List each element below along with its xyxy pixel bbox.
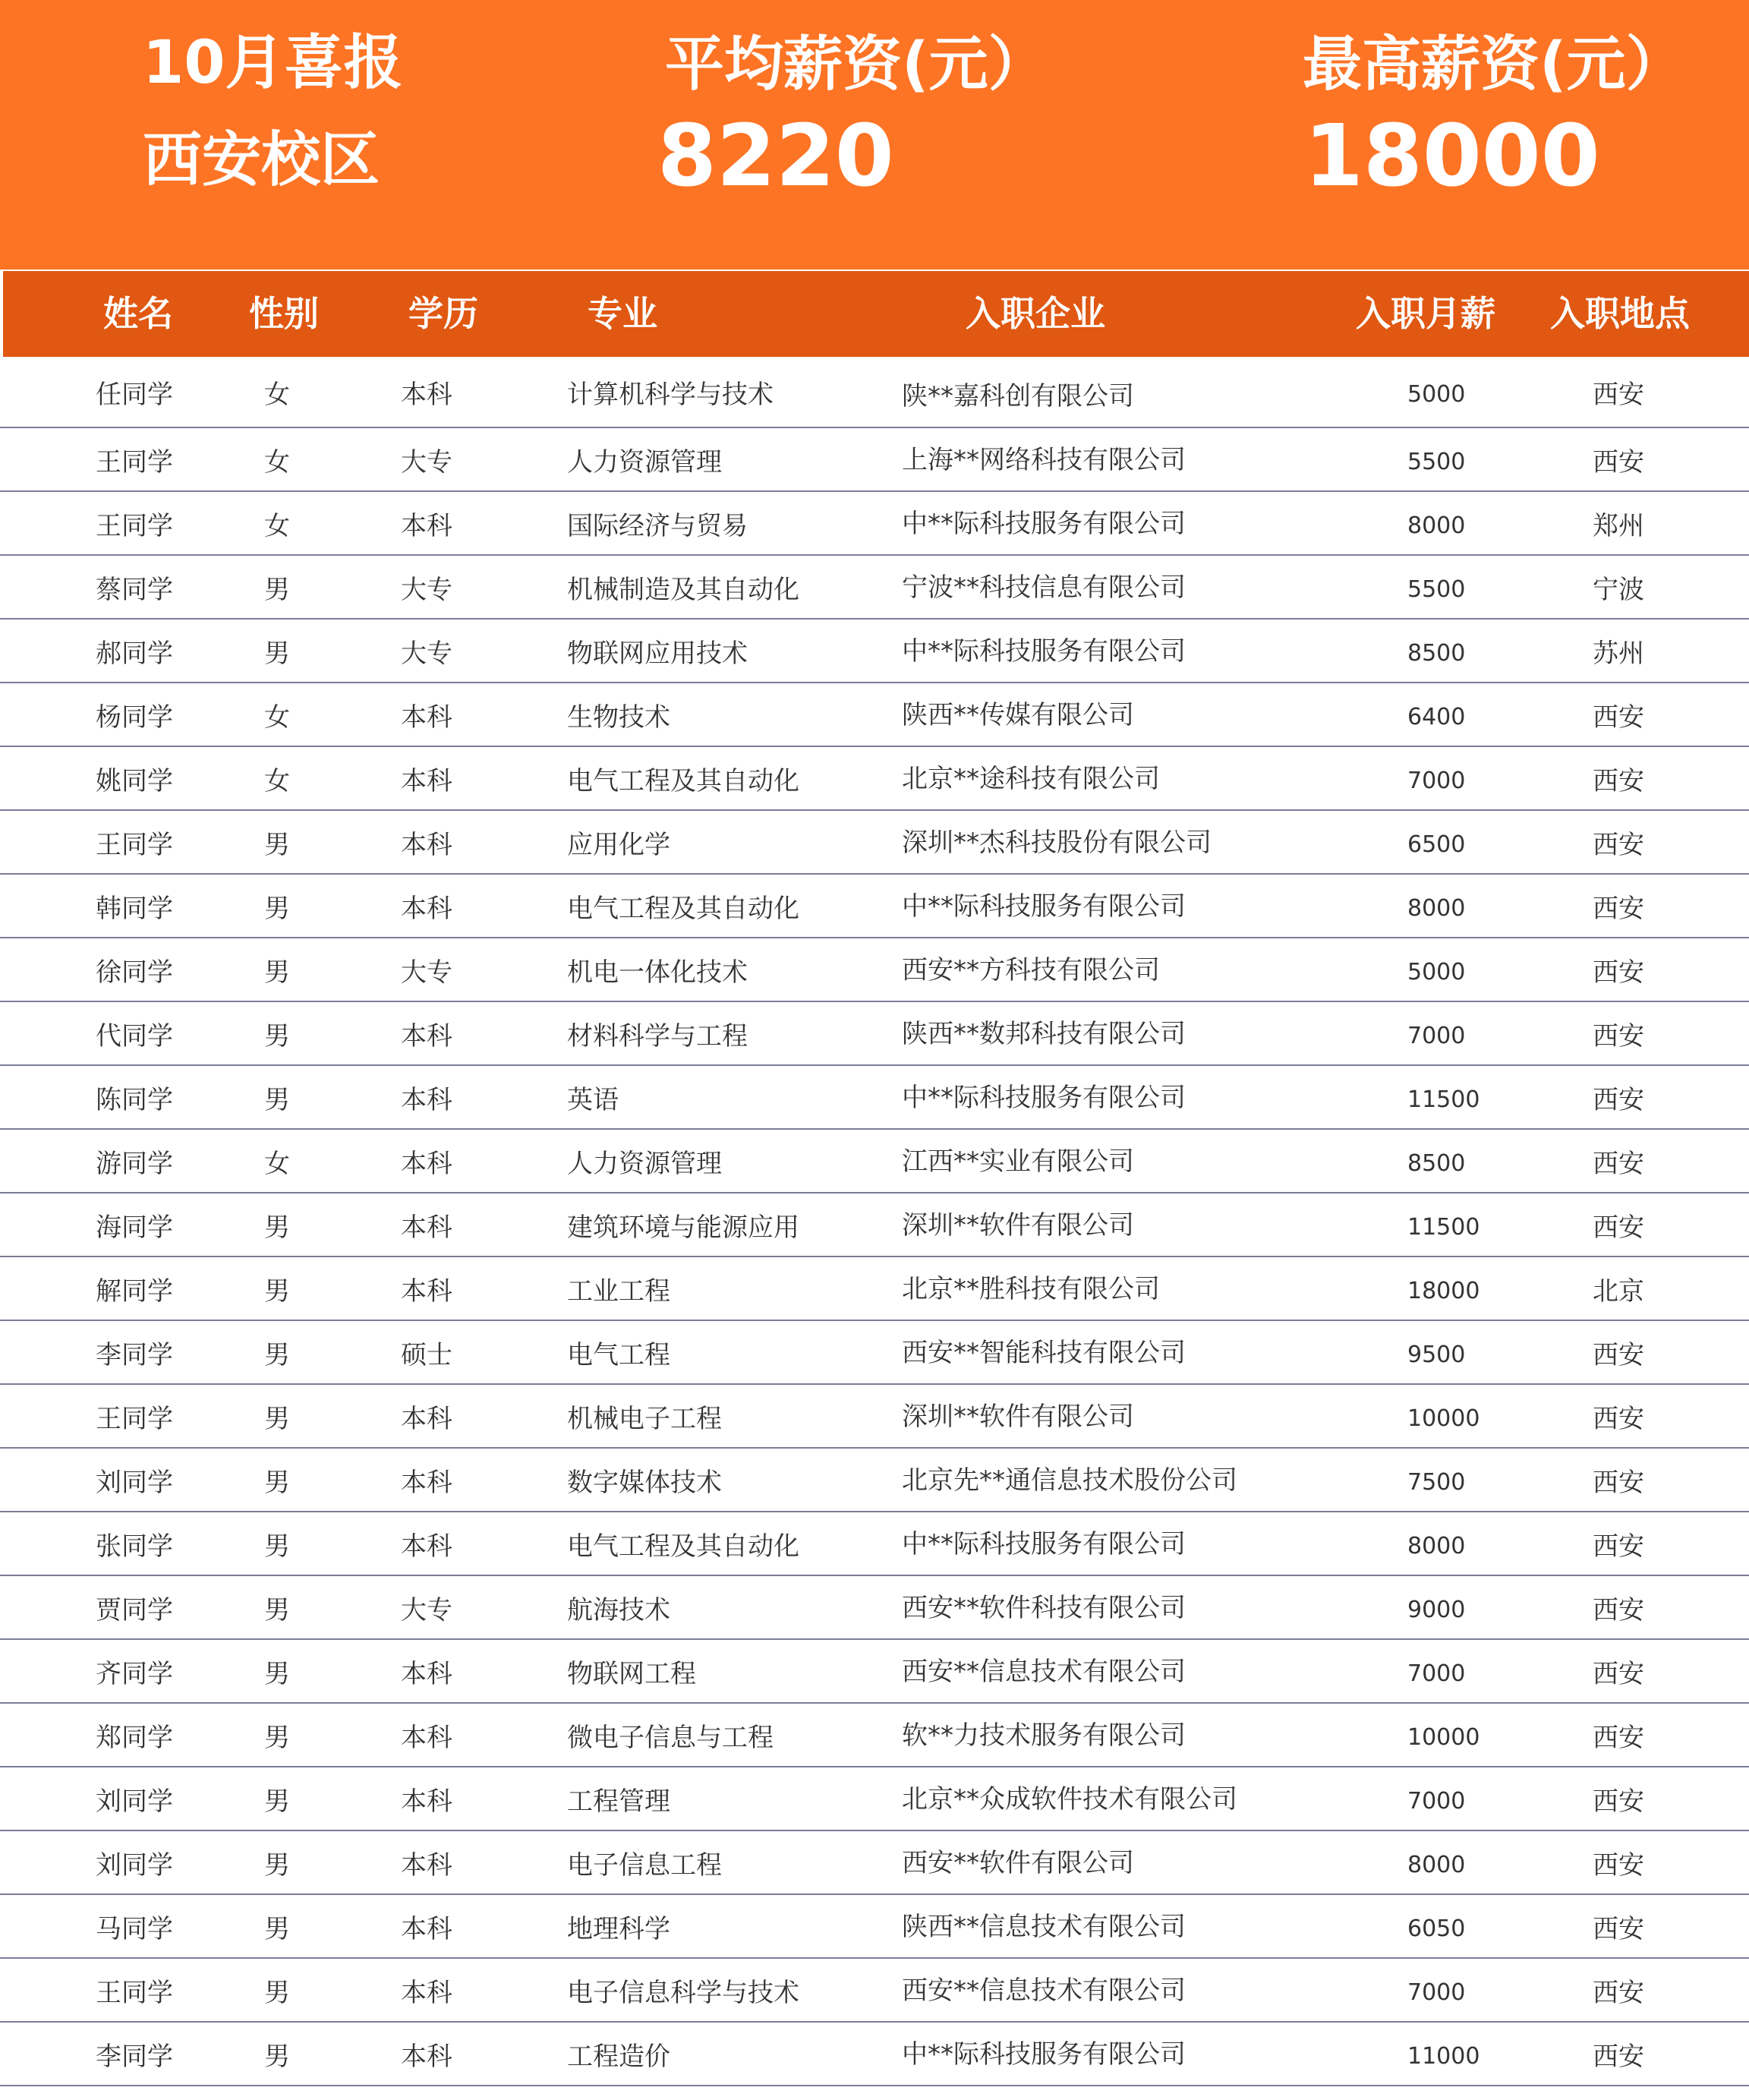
student-major: 物联网应用技术 — [567, 638, 748, 669]
student-name: 张同学 — [96, 1531, 173, 1562]
student-education: 本科 — [401, 2041, 452, 2072]
student-education: 本科 — [401, 702, 452, 733]
student-major: 电气工程及其自动化 — [567, 893, 799, 924]
student-major: 应用化学 — [567, 829, 670, 860]
student-major: 人力资源管理 — [567, 1148, 722, 1179]
student-education: 本科 — [401, 1977, 452, 2008]
work-city: 西安 — [1593, 829, 1644, 860]
student-gender: 男 — [264, 2041, 290, 2072]
student-name: 海同学 — [96, 1212, 173, 1243]
table-row — [0, 747, 1749, 811]
student-gender: 男 — [264, 1467, 290, 1498]
student-gender: 女 — [264, 379, 290, 410]
table-row — [0, 620, 1749, 683]
student-education: 本科 — [401, 1148, 452, 1179]
monthly-salary: 8500 — [1407, 1149, 1466, 1177]
table-row — [0, 1321, 1749, 1385]
student-major: 电气工程 — [567, 1339, 670, 1370]
work-city: 西安 — [1593, 1148, 1644, 1179]
monthly-salary: 11500 — [1407, 1213, 1480, 1241]
student-gender: 男 — [264, 1531, 290, 1562]
student-major: 工程管理 — [567, 1786, 670, 1817]
student-major: 机械电子工程 — [567, 1403, 722, 1434]
student-gender: 男 — [264, 1339, 290, 1370]
work-city: 西安 — [1593, 1531, 1644, 1562]
monthly-salary: 8000 — [1407, 512, 1466, 539]
monthly-salary: 9500 — [1407, 1341, 1466, 1368]
avg-salary-value: 8220 — [657, 107, 894, 206]
table-row — [0, 1066, 1749, 1130]
column-header-education: 学历 — [408, 293, 478, 334]
student-education: 本科 — [401, 1786, 452, 1817]
table-row — [0, 1512, 1749, 1576]
work-city: 西安 — [1593, 379, 1644, 410]
table-row — [0, 1640, 1749, 1704]
student-gender: 男 — [264, 1658, 290, 1689]
table-row — [0, 1895, 1749, 1959]
student-education: 本科 — [401, 1849, 452, 1881]
student-education: 硕士 — [401, 1339, 452, 1370]
employer-company: 中**际科技服务有限公司 — [902, 1529, 1186, 1559]
employer-company: 西安**软件科技有限公司 — [902, 1593, 1186, 1623]
table-row — [0, 1831, 1749, 1895]
student-major: 人力资源管理 — [567, 446, 722, 478]
title-month: 10月喜报 — [143, 29, 403, 97]
student-major: 航海技术 — [567, 1594, 670, 1625]
work-city: 西安 — [1593, 765, 1644, 796]
student-name: 王同学 — [96, 1977, 173, 2008]
employer-company: 软**力技术服务有限公司 — [902, 1720, 1186, 1751]
table-row — [0, 938, 1749, 1002]
student-education: 大专 — [401, 446, 452, 478]
work-city: 西安 — [1593, 1977, 1644, 2008]
monthly-salary: 5000 — [1407, 958, 1466, 985]
student-name: 韩同学 — [96, 893, 173, 924]
employer-company: 宁波**科技信息有限公司 — [902, 572, 1186, 603]
student-gender: 女 — [264, 446, 290, 478]
table-row — [0, 492, 1749, 556]
table-row — [0, 1130, 1749, 1193]
work-city: 西安 — [1593, 1658, 1644, 1689]
monthly-salary: 6050 — [1407, 1915, 1466, 1942]
table-header — [3, 271, 1749, 357]
student-name: 郑同学 — [96, 1722, 173, 1753]
avg-salary-label: 平均薪资(元） — [665, 30, 1048, 99]
student-gender: 男 — [264, 1084, 290, 1115]
work-city: 西安 — [1593, 1786, 1644, 1817]
student-gender: 男 — [264, 893, 290, 924]
student-name: 陈同学 — [96, 1084, 173, 1115]
max-salary-value: 18000 — [1304, 107, 1600, 206]
employer-company: 深圳**软件有限公司 — [902, 1402, 1134, 1432]
table-row — [0, 1002, 1749, 1066]
student-major: 计算机科学与技术 — [567, 379, 774, 410]
student-education: 本科 — [401, 1531, 452, 1562]
monthly-salary: 10000 — [1407, 1723, 1480, 1751]
student-education: 大专 — [401, 1594, 452, 1625]
student-education: 大专 — [401, 957, 452, 988]
monthly-salary: 7000 — [1407, 1979, 1466, 2006]
monthly-salary: 8000 — [1407, 894, 1466, 922]
work-city: 西安 — [1593, 957, 1644, 988]
student-name: 王同学 — [96, 829, 173, 860]
work-city: 西安 — [1593, 1849, 1644, 1881]
work-city: 西安 — [1593, 893, 1644, 924]
student-gender: 男 — [264, 1913, 290, 1944]
employer-company: 陕西**信息技术有限公司 — [902, 1912, 1186, 1942]
student-name: 齐同学 — [96, 1658, 173, 1689]
table-row — [0, 1959, 1749, 2023]
work-city: 西安 — [1593, 1722, 1644, 1753]
student-gender: 男 — [264, 829, 290, 860]
column-header-name: 姓名 — [103, 293, 173, 334]
student-education: 本科 — [401, 1403, 452, 1434]
student-gender: 男 — [264, 1403, 290, 1434]
student-major: 工程造价 — [567, 2041, 670, 2072]
employer-company: 中**际科技服务有限公司 — [902, 636, 1186, 667]
employer-company: 陕**嘉科创有限公司 — [902, 381, 1134, 411]
student-gender: 男 — [264, 1786, 290, 1817]
student-major: 物联网工程 — [567, 1658, 696, 1689]
student-name: 代同学 — [96, 1020, 173, 1052]
student-education: 大专 — [401, 574, 452, 605]
employer-company: 江西**实业有限公司 — [902, 1146, 1134, 1177]
work-city: 西安 — [1593, 1594, 1644, 1625]
student-major: 国际经济与贸易 — [567, 510, 748, 541]
student-name: 王同学 — [96, 1403, 173, 1434]
student-name: 姚同学 — [96, 765, 173, 796]
employer-company: 西安**智能科技有限公司 — [902, 1338, 1186, 1368]
employer-company: 北京先**通信息技术股份公司 — [902, 1465, 1237, 1496]
student-name: 刘同学 — [96, 1786, 173, 1817]
table-row — [0, 428, 1749, 492]
table-row — [0, 1767, 1749, 1831]
table-row — [0, 1385, 1749, 1449]
employer-company: 中**际科技服务有限公司 — [902, 2039, 1186, 2070]
work-city: 西安 — [1593, 1403, 1644, 1434]
monthly-salary: 5000 — [1407, 380, 1466, 408]
student-name: 任同学 — [96, 379, 173, 410]
student-major: 地理科学 — [567, 1913, 670, 1944]
employer-company: 北京**途科技有限公司 — [902, 764, 1160, 794]
monthly-salary: 5500 — [1407, 448, 1466, 475]
student-name: 李同学 — [96, 1339, 173, 1370]
student-education: 本科 — [401, 1467, 452, 1498]
work-city: 郑州 — [1593, 510, 1644, 541]
student-education: 本科 — [401, 1913, 452, 1944]
student-major: 微电子信息与工程 — [567, 1722, 774, 1753]
title-campus: 西安校区 — [143, 126, 380, 194]
student-name: 马同学 — [96, 1913, 173, 1944]
work-city: 宁波 — [1593, 574, 1644, 605]
employer-company: 西安**软件有限公司 — [902, 1848, 1134, 1878]
student-education: 本科 — [401, 510, 452, 541]
student-name: 郝同学 — [96, 638, 173, 669]
monthly-salary: 10000 — [1407, 1405, 1480, 1432]
employer-company: 深圳**杰科技股份有限公司 — [902, 828, 1212, 858]
monthly-salary: 11500 — [1407, 1086, 1480, 1113]
student-major: 材料科学与工程 — [567, 1020, 748, 1052]
table-row — [0, 357, 1749, 428]
monthly-salary: 6500 — [1407, 831, 1466, 858]
employer-company: 深圳**软件有限公司 — [902, 1210, 1134, 1241]
work-city: 西安 — [1593, 446, 1644, 478]
table-row — [0, 2023, 1749, 2086]
student-gender: 男 — [264, 957, 290, 988]
work-city: 西安 — [1593, 1913, 1644, 1944]
student-education: 本科 — [401, 1084, 452, 1115]
table-row — [0, 875, 1749, 938]
student-name: 刘同学 — [96, 1467, 173, 1498]
employer-company: 陕西**数邦科技有限公司 — [902, 1019, 1186, 1049]
offer-table-body — [0, 357, 1749, 2086]
student-major: 工业工程 — [567, 1275, 670, 1307]
student-major: 机电一体化技术 — [567, 957, 748, 988]
work-city: 西安 — [1593, 1084, 1644, 1115]
employer-company: 上海**网络科技有限公司 — [902, 445, 1186, 475]
employer-company: 中**际科技服务有限公司 — [902, 1083, 1186, 1113]
student-education: 本科 — [401, 1212, 452, 1243]
student-major: 电气工程及其自动化 — [567, 1531, 799, 1562]
table-row — [0, 811, 1749, 875]
student-major: 英语 — [567, 1084, 619, 1115]
monthly-salary: 8500 — [1407, 639, 1466, 667]
student-gender: 男 — [264, 1020, 290, 1052]
work-city: 西安 — [1593, 1020, 1644, 1052]
student-gender: 女 — [264, 510, 290, 541]
employer-company: 北京**胜科技有限公司 — [902, 1274, 1160, 1304]
table-row — [0, 1449, 1749, 1512]
table-row — [0, 1704, 1749, 1767]
student-name: 杨同学 — [96, 702, 173, 733]
monthly-salary: 11000 — [1407, 2042, 1480, 2070]
employer-company: 西安**信息技术有限公司 — [902, 1975, 1186, 2006]
monthly-salary: 7000 — [1407, 1787, 1466, 1815]
student-education: 本科 — [401, 379, 452, 410]
monthly-salary: 8000 — [1407, 1851, 1466, 1878]
student-name: 徐同学 — [96, 957, 173, 988]
student-major: 生物技术 — [567, 702, 670, 733]
monthly-salary: 5500 — [1407, 575, 1466, 603]
column-header-gender: 性别 — [249, 293, 319, 334]
employer-company: 中**际科技服务有限公司 — [902, 891, 1186, 922]
employer-company: 西安**信息技术有限公司 — [902, 1657, 1186, 1687]
monthly-salary: 9000 — [1407, 1596, 1466, 1623]
work-city: 西安 — [1593, 2041, 1644, 2072]
student-gender: 女 — [264, 702, 290, 733]
student-education: 本科 — [401, 1020, 452, 1052]
table-row — [0, 1193, 1749, 1257]
work-city: 北京 — [1593, 1275, 1644, 1307]
student-name: 刘同学 — [96, 1849, 173, 1881]
student-major: 数字媒体技术 — [567, 1467, 722, 1498]
table-row — [0, 1257, 1749, 1321]
student-gender: 男 — [264, 638, 290, 669]
column-header-city: 入职地点 — [1550, 293, 1690, 334]
student-gender: 男 — [264, 1212, 290, 1243]
work-city: 西安 — [1593, 1212, 1644, 1243]
employer-company: 中**际科技服务有限公司 — [902, 509, 1186, 539]
student-education: 本科 — [401, 1658, 452, 1689]
student-name: 解同学 — [96, 1275, 173, 1307]
header-banner — [0, 0, 1749, 270]
student-name: 王同学 — [96, 446, 173, 478]
column-header-company: 入职企业 — [966, 293, 1105, 334]
column-header-salary: 入职月薪 — [1356, 293, 1495, 334]
student-education: 本科 — [401, 893, 452, 924]
student-major: 电气工程及其自动化 — [567, 765, 799, 796]
table-row — [0, 556, 1749, 620]
employer-company: 北京**众成软件技术有限公司 — [902, 1784, 1237, 1815]
monthly-salary: 7000 — [1407, 1022, 1466, 1049]
monthly-salary: 7500 — [1407, 1468, 1466, 1496]
student-education: 本科 — [401, 829, 452, 860]
student-education: 本科 — [401, 1275, 452, 1307]
student-major: 建筑环境与能源应用 — [567, 1212, 799, 1243]
monthly-salary: 6400 — [1407, 703, 1466, 730]
work-city: 西安 — [1593, 1339, 1644, 1370]
student-education: 本科 — [401, 765, 452, 796]
max-salary-label: 最高薪资(元） — [1303, 30, 1685, 99]
student-gender: 男 — [264, 1594, 290, 1625]
student-gender: 女 — [264, 765, 290, 796]
work-city: 西安 — [1593, 702, 1644, 733]
employer-company: 陕西**传媒有限公司 — [902, 700, 1134, 730]
monthly-salary: 18000 — [1407, 1277, 1480, 1304]
student-education: 大专 — [401, 638, 452, 669]
student-name: 蔡同学 — [96, 574, 173, 605]
student-gender: 男 — [264, 1722, 290, 1753]
student-gender: 女 — [264, 1148, 290, 1179]
work-city: 苏州 — [1593, 638, 1644, 669]
student-education: 本科 — [401, 1722, 452, 1753]
student-name: 贾同学 — [96, 1594, 173, 1625]
monthly-salary: 7000 — [1407, 767, 1466, 794]
employer-company: 西安**方科技有限公司 — [902, 955, 1160, 985]
monthly-salary: 8000 — [1407, 1532, 1466, 1559]
student-name: 李同学 — [96, 2041, 173, 2072]
table-row — [0, 683, 1749, 747]
student-name: 游同学 — [96, 1148, 173, 1179]
student-major: 电子信息科学与技术 — [567, 1977, 799, 2008]
monthly-salary: 7000 — [1407, 1660, 1466, 1687]
student-gender: 男 — [264, 1275, 290, 1307]
student-gender: 男 — [264, 1849, 290, 1881]
table-row — [0, 1576, 1749, 1640]
student-major: 电子信息工程 — [567, 1849, 722, 1881]
student-gender: 男 — [264, 574, 290, 605]
student-major: 机械制造及其自动化 — [567, 574, 799, 605]
student-gender: 男 — [264, 1977, 290, 2008]
column-header-major: 专业 — [588, 293, 657, 334]
student-name: 王同学 — [96, 510, 173, 541]
work-city: 西安 — [1593, 1467, 1644, 1498]
